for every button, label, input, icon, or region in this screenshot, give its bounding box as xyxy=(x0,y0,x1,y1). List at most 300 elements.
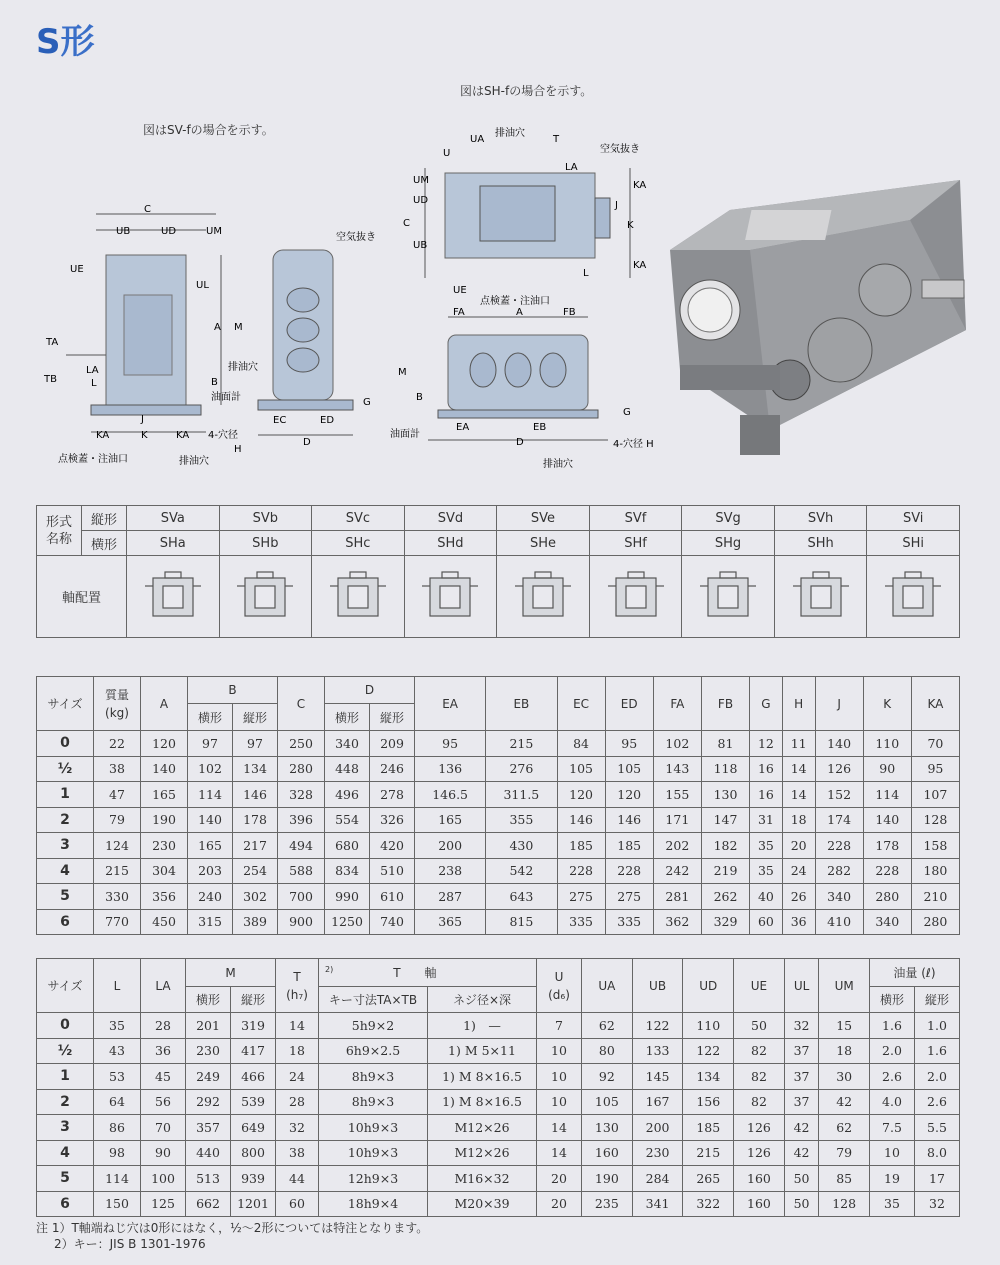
value-cell: 326 xyxy=(370,807,415,833)
dim-ub: UB xyxy=(116,226,131,237)
value-cell: 10 xyxy=(870,1140,915,1166)
value-cell: 17 xyxy=(915,1166,960,1192)
dim-j-sh: J xyxy=(615,200,618,211)
value-cell: 11 xyxy=(782,731,815,757)
value-cell: 174 xyxy=(815,807,863,833)
value-cell: 513 xyxy=(186,1166,231,1192)
value-cell: 18 xyxy=(819,1038,870,1064)
value-cell: 14 xyxy=(276,1013,319,1039)
value-cell: 165 xyxy=(415,807,486,833)
value-cell: 140 xyxy=(188,807,233,833)
hdr-t-axis: $^{2)}$ T 軸 xyxy=(319,959,537,987)
top-view-sh-drawing xyxy=(405,128,655,308)
value-cell: 6h9×2.5 xyxy=(319,1038,428,1064)
value-cell: 37 xyxy=(784,1038,818,1064)
dim-ka-sh-2: KA xyxy=(633,260,647,271)
value-cell: 14 xyxy=(537,1115,582,1141)
value-cell: 150 xyxy=(94,1191,141,1217)
value-cell: 64 xyxy=(94,1089,141,1115)
hdr-eb: EB xyxy=(486,677,557,731)
value-cell: 340 xyxy=(325,731,370,757)
table-row xyxy=(37,756,960,782)
value-cell: 42 xyxy=(784,1115,818,1141)
hdr-ue: UE xyxy=(734,959,785,1013)
gearbox-photo xyxy=(660,170,972,470)
value-cell: 102 xyxy=(188,756,233,782)
dim-ue: UE xyxy=(70,264,84,275)
value-cell: 202 xyxy=(653,833,701,859)
dim-ec: EC xyxy=(273,415,287,426)
form-v: SVg xyxy=(682,506,775,531)
label-air-sh: 空気抜き xyxy=(600,144,640,155)
value-cell: 20 xyxy=(537,1191,582,1217)
value-cell: 50 xyxy=(734,1013,785,1039)
size-cell: 6 xyxy=(37,909,94,935)
table-row xyxy=(37,1013,960,1039)
value-cell: 95 xyxy=(605,731,653,757)
value-cell: 340 xyxy=(863,909,911,935)
label-axis: 軸配置 xyxy=(37,556,127,638)
value-cell: 680 xyxy=(325,833,370,859)
value-cell: 250 xyxy=(278,731,325,757)
hdr-key: キー寸法TA×TB xyxy=(319,987,428,1013)
hdr-g: G xyxy=(750,677,783,731)
value-cell: 35 xyxy=(870,1191,915,1217)
value-cell: 160 xyxy=(734,1166,785,1192)
label-drain-sv-side: 排油穴 xyxy=(228,362,258,373)
label-vertical: 縦形 xyxy=(82,506,127,531)
hdr-m: M xyxy=(186,959,276,987)
form-h: SHh xyxy=(774,531,867,556)
value-cell: 328 xyxy=(278,782,325,808)
label-oil-gauge-sv: 油面計 xyxy=(211,392,241,403)
value-cell: 53 xyxy=(94,1064,141,1090)
value-cell: 95 xyxy=(415,731,486,757)
table-row xyxy=(37,782,960,808)
value-cell: 98 xyxy=(94,1140,141,1166)
value-cell: 740 xyxy=(370,909,415,935)
axis-arrangement-icon xyxy=(497,556,590,638)
value-cell: 146.5 xyxy=(415,782,486,808)
value-cell: 340 xyxy=(815,884,863,910)
value-cell: 167 xyxy=(632,1089,683,1115)
value-cell: 105 xyxy=(605,756,653,782)
value-cell: 8h9×3 xyxy=(319,1089,428,1115)
value-cell: 114 xyxy=(863,782,911,808)
dim-ul: UL xyxy=(196,280,209,291)
value-cell: 50 xyxy=(784,1166,818,1192)
dim-j: J xyxy=(141,414,144,425)
form-h: SHc xyxy=(312,531,405,556)
value-cell: 114 xyxy=(188,782,233,808)
value-cell: 209 xyxy=(370,731,415,757)
value-cell: 92 xyxy=(582,1064,633,1090)
value-cell: 466 xyxy=(231,1064,276,1090)
value-cell: 182 xyxy=(701,833,749,859)
value-cell: 80 xyxy=(582,1038,633,1064)
value-cell: 84 xyxy=(557,731,605,757)
dim-d-sh: D xyxy=(516,437,524,448)
label-drain-sh: 排油穴 xyxy=(495,128,525,139)
table-row xyxy=(37,807,960,833)
table-row xyxy=(37,884,960,910)
label-inspect-sv: 点検蓋・注油口 xyxy=(58,454,128,465)
dim-fa: FA xyxy=(453,307,465,318)
value-cell: 10h9×3 xyxy=(319,1140,428,1166)
value-cell: 770 xyxy=(94,909,141,935)
hdr-size: サイズ xyxy=(37,677,94,731)
hdr-k: K xyxy=(863,677,911,731)
value-cell: 158 xyxy=(911,833,959,859)
value-cell: 10 xyxy=(537,1089,582,1115)
size-cell: ½ xyxy=(37,1038,94,1064)
value-cell: 35 xyxy=(750,858,783,884)
value-cell: 2.6 xyxy=(915,1089,960,1115)
value-cell: 10 xyxy=(537,1064,582,1090)
value-cell: 105 xyxy=(557,756,605,782)
value-cell: 97 xyxy=(188,731,233,757)
form-v: SVd xyxy=(404,506,497,531)
hdr-ul: UL xyxy=(784,959,818,1013)
value-cell: 90 xyxy=(863,756,911,782)
hdr-m-yoko: 横形 xyxy=(186,987,231,1013)
value-cell: 276 xyxy=(486,756,557,782)
axis-arrangement-icon xyxy=(404,556,497,638)
value-cell: M12×26 xyxy=(428,1140,537,1166)
hdr-screw: ネジ径×深 xyxy=(428,987,537,1013)
value-cell: 19 xyxy=(870,1166,915,1192)
value-cell: 700 xyxy=(278,884,325,910)
form-v: SVf xyxy=(589,506,682,531)
value-cell: 82 xyxy=(734,1038,785,1064)
value-cell: 228 xyxy=(863,858,911,884)
value-cell: 219 xyxy=(701,858,749,884)
value-cell: 28 xyxy=(141,1013,186,1039)
dim-h-sv: H xyxy=(234,444,242,455)
value-cell: 1) M 5×11 xyxy=(428,1038,537,1064)
caption-sv: 図はSV-fの場合を示す。 xyxy=(143,123,274,137)
value-cell: 128 xyxy=(911,807,959,833)
value-cell: 939 xyxy=(231,1166,276,1192)
dim-k-sh: K xyxy=(627,220,634,231)
axis-arrangement-icon xyxy=(589,556,682,638)
value-cell: 124 xyxy=(94,833,141,859)
value-cell: 341 xyxy=(632,1191,683,1217)
value-cell: 85 xyxy=(819,1166,870,1192)
value-cell: 1.6 xyxy=(870,1013,915,1039)
value-cell: 42 xyxy=(819,1089,870,1115)
value-cell: 610 xyxy=(370,884,415,910)
value-cell: 8h9×3 xyxy=(319,1064,428,1090)
value-cell: 238 xyxy=(415,858,486,884)
value-cell: 235 xyxy=(582,1191,633,1217)
size-cell: 3 xyxy=(37,833,94,859)
hdr-oil-tate: 縦形 xyxy=(915,987,960,1013)
value-cell: 81 xyxy=(701,731,749,757)
hdr-d: D xyxy=(325,677,415,704)
size-cell: 0 xyxy=(37,731,94,757)
hdr-ud: UD xyxy=(683,959,734,1013)
value-cell: 190 xyxy=(141,807,188,833)
dim-ua: UA xyxy=(470,134,485,145)
dim-t: T xyxy=(553,134,560,145)
value-cell: 56 xyxy=(141,1089,186,1115)
dim-ud: UD xyxy=(161,226,177,237)
table-row xyxy=(37,1089,960,1115)
value-cell: 47 xyxy=(94,782,141,808)
value-cell: 1) — xyxy=(428,1013,537,1039)
hdr-um: UM xyxy=(819,959,870,1013)
value-cell: 185 xyxy=(557,833,605,859)
value-cell: 1.0 xyxy=(915,1013,960,1039)
value-cell: 18 xyxy=(276,1038,319,1064)
size-cell: 4 xyxy=(37,858,94,884)
hdr-ea: EA xyxy=(415,677,486,731)
value-cell: 262 xyxy=(701,884,749,910)
value-cell: 275 xyxy=(557,884,605,910)
value-cell: 335 xyxy=(557,909,605,935)
value-cell: 100 xyxy=(141,1166,186,1192)
value-cell: 18 xyxy=(782,807,815,833)
hdr-h: H xyxy=(782,677,815,731)
value-cell: 62 xyxy=(819,1115,870,1141)
value-cell: 201 xyxy=(186,1013,231,1039)
value-cell: 62 xyxy=(582,1013,633,1039)
size-cell: 1 xyxy=(37,1064,94,1090)
label-form-name: 形式 名称 xyxy=(37,506,82,556)
value-cell: 649 xyxy=(231,1115,276,1141)
value-cell: 1.6 xyxy=(915,1038,960,1064)
form-h: SHd xyxy=(404,531,497,556)
dim-k: K xyxy=(141,430,148,441)
dim-ue-sh: UE xyxy=(453,285,467,296)
hdr-size-2: サイズ xyxy=(37,959,94,1013)
value-cell: 133 xyxy=(632,1038,683,1064)
value-cell: 230 xyxy=(141,833,188,859)
value-cell: 329 xyxy=(701,909,749,935)
value-cell: 2.0 xyxy=(915,1064,960,1090)
value-cell: 242 xyxy=(653,858,701,884)
hdr-ec: EC xyxy=(557,677,605,731)
label-horizontal: 横形 xyxy=(82,531,127,556)
value-cell: 36 xyxy=(141,1038,186,1064)
value-cell: 178 xyxy=(233,807,278,833)
value-cell: 130 xyxy=(582,1115,633,1141)
value-cell: 265 xyxy=(683,1166,734,1192)
form-h: SHg xyxy=(682,531,775,556)
value-cell: 420 xyxy=(370,833,415,859)
value-cell: 185 xyxy=(683,1115,734,1141)
value-cell: 102 xyxy=(653,731,701,757)
size-cell: 1 xyxy=(37,782,94,808)
value-cell: 2.0 xyxy=(870,1038,915,1064)
hdr-oil: 油量 (ℓ) xyxy=(870,959,960,987)
axis-arrangement-icon xyxy=(682,556,775,638)
value-cell: 120 xyxy=(141,731,188,757)
hdr-fb: FB xyxy=(701,677,749,731)
value-cell: 834 xyxy=(325,858,370,884)
size-cell: 2 xyxy=(37,807,94,833)
value-cell: 800 xyxy=(231,1140,276,1166)
value-cell: 16 xyxy=(750,782,783,808)
dim-a: A xyxy=(214,322,221,333)
value-cell: 281 xyxy=(653,884,701,910)
value-cell: 24 xyxy=(782,858,815,884)
hdr-a: A xyxy=(141,677,188,731)
value-cell: 37 xyxy=(784,1064,818,1090)
hdr-d-tate: 縦形 xyxy=(370,704,415,731)
value-cell: 30 xyxy=(819,1064,870,1090)
value-cell: 18h9×4 xyxy=(319,1191,428,1217)
value-cell: 240 xyxy=(188,884,233,910)
value-cell: 79 xyxy=(94,807,141,833)
value-cell: 1250 xyxy=(325,909,370,935)
footnotes xyxy=(36,1220,428,1252)
front-view-sh-drawing xyxy=(388,305,678,475)
value-cell: 278 xyxy=(370,782,415,808)
form-v: SVh xyxy=(774,506,867,531)
value-cell: 107 xyxy=(911,782,959,808)
value-cell: M12×26 xyxy=(428,1115,537,1141)
value-cell: 82 xyxy=(734,1089,785,1115)
dim-ea: EA xyxy=(456,422,470,433)
label-inspect-sh: 点検蓋・注油口 xyxy=(480,296,550,307)
hdr-t: T (h₇) xyxy=(276,959,319,1013)
form-h: SHi xyxy=(867,531,960,556)
value-cell: 5h9×2 xyxy=(319,1013,428,1039)
value-cell: 494 xyxy=(278,833,325,859)
dim-u: U xyxy=(443,148,451,159)
value-cell: 510 xyxy=(370,858,415,884)
hdr-d-yoko: 横形 xyxy=(325,704,370,731)
hdr-m-tate: 縦形 xyxy=(231,987,276,1013)
dim-g-sv: G xyxy=(363,397,371,408)
hdr-j: J xyxy=(815,677,863,731)
value-cell: 60 xyxy=(750,909,783,935)
value-cell: 292 xyxy=(186,1089,231,1115)
value-cell: 5.5 xyxy=(915,1115,960,1141)
value-cell: 155 xyxy=(653,782,701,808)
value-cell: 126 xyxy=(734,1115,785,1141)
dim-c: C xyxy=(144,204,151,215)
value-cell: 215 xyxy=(683,1140,734,1166)
table-row xyxy=(37,1064,960,1090)
value-cell: 1) M 8×16.5 xyxy=(428,1064,537,1090)
dim-ub-sh: UB xyxy=(413,240,428,251)
value-cell: 120 xyxy=(605,782,653,808)
value-cell: 160 xyxy=(734,1191,785,1217)
value-cell: 315 xyxy=(188,909,233,935)
value-cell: 815 xyxy=(486,909,557,935)
value-cell: 31 xyxy=(750,807,783,833)
form-h: SHa xyxy=(127,531,220,556)
value-cell: 282 xyxy=(815,858,863,884)
dim-ud-sh: UD xyxy=(413,195,429,206)
value-cell: 185 xyxy=(605,833,653,859)
value-cell: 136 xyxy=(415,756,486,782)
dim-eb: EB xyxy=(533,422,547,433)
value-cell: 990 xyxy=(325,884,370,910)
dim-b-sh: B xyxy=(416,392,423,403)
value-cell: 496 xyxy=(325,782,370,808)
value-cell: 662 xyxy=(186,1191,231,1217)
dim-c-sh: C xyxy=(403,218,410,229)
size-cell: 3 xyxy=(37,1115,94,1141)
dim-ka: KA xyxy=(96,430,110,441)
value-cell: 10h9×3 xyxy=(319,1115,428,1141)
value-cell: 215 xyxy=(486,731,557,757)
value-cell: 90 xyxy=(141,1140,186,1166)
hdr-b: B xyxy=(188,677,278,704)
value-cell: 228 xyxy=(605,858,653,884)
value-cell: 126 xyxy=(815,756,863,782)
dim-a-sh: A xyxy=(516,307,523,318)
axis-arrangement-icon xyxy=(774,556,867,638)
value-cell: 1201 xyxy=(231,1191,276,1217)
value-cell: 156 xyxy=(683,1089,734,1115)
value-cell: 302 xyxy=(233,884,278,910)
hdr-la: LA xyxy=(141,959,186,1013)
value-cell: 128 xyxy=(819,1191,870,1217)
value-cell: 355 xyxy=(486,807,557,833)
value-cell: 230 xyxy=(186,1038,231,1064)
hdr-ed: ED xyxy=(605,677,653,731)
value-cell: 200 xyxy=(632,1115,683,1141)
dim-ed: ED xyxy=(320,415,335,426)
value-cell: 26 xyxy=(782,884,815,910)
value-cell: 14 xyxy=(782,756,815,782)
value-cell: 330 xyxy=(94,884,141,910)
value-cell: 203 xyxy=(188,858,233,884)
size-cell: 2 xyxy=(37,1089,94,1115)
axis-arrangement-icon xyxy=(867,556,960,638)
value-cell: 396 xyxy=(278,807,325,833)
value-cell: 43 xyxy=(94,1038,141,1064)
value-cell: 165 xyxy=(141,782,188,808)
dim-l: L xyxy=(91,378,97,389)
value-cell: 122 xyxy=(683,1038,734,1064)
value-cell: 12 xyxy=(750,731,783,757)
size-cell: ½ xyxy=(37,756,94,782)
dim-l-sh: L xyxy=(583,268,589,279)
value-cell: 900 xyxy=(278,909,325,935)
value-cell: 16 xyxy=(750,756,783,782)
page-title: S形 xyxy=(36,22,95,62)
value-cell: 70 xyxy=(141,1115,186,1141)
value-cell: 140 xyxy=(815,731,863,757)
dim-ka-2: KA xyxy=(176,430,190,441)
value-cell: 134 xyxy=(233,756,278,782)
hdr-c: C xyxy=(278,677,325,731)
size-cell: 0 xyxy=(37,1013,94,1039)
value-cell: 356 xyxy=(141,884,188,910)
hdr-b-yoko: 横形 xyxy=(188,704,233,731)
label-oil-gauge-sh: 油面計 xyxy=(390,429,420,440)
value-cell: 15 xyxy=(819,1013,870,1039)
value-cell: 35 xyxy=(94,1013,141,1039)
value-cell: 114 xyxy=(94,1166,141,1192)
form-v: SVc xyxy=(312,506,405,531)
hdr-u: U (d₆) xyxy=(537,959,582,1013)
value-cell: 130 xyxy=(701,782,749,808)
value-cell: 417 xyxy=(231,1038,276,1064)
value-cell: 32 xyxy=(915,1191,960,1217)
value-cell: 146 xyxy=(605,807,653,833)
dim-tb: TB xyxy=(44,374,57,385)
label-drain-sh-front: 排油穴 xyxy=(543,459,573,470)
value-cell: 280 xyxy=(911,909,959,935)
value-cell: 448 xyxy=(325,756,370,782)
